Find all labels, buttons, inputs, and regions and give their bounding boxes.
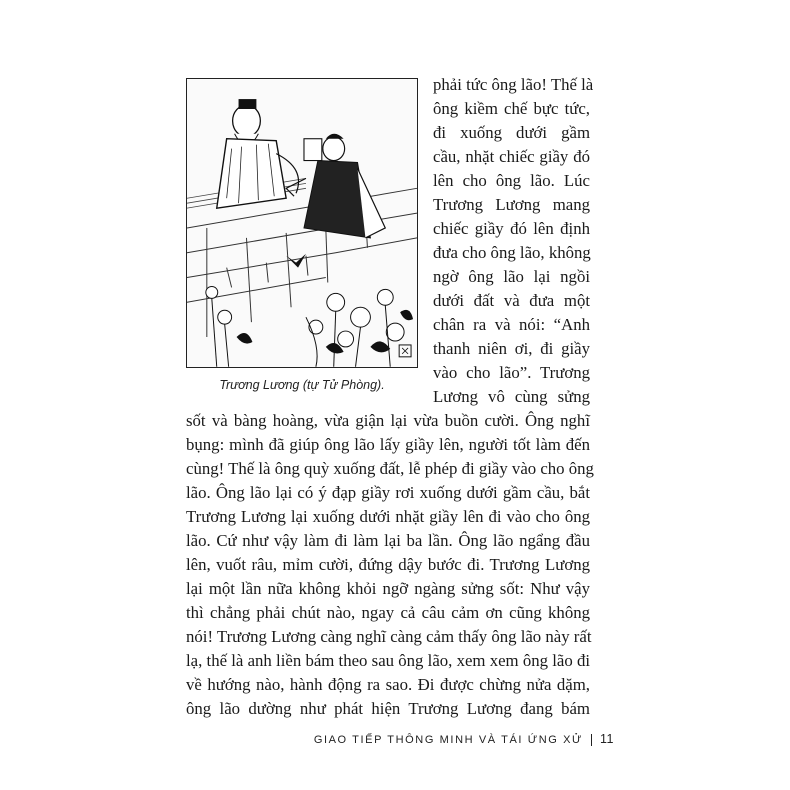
text-line: lại một lần nữa không khỏi ngỡ ngàng sửng sốt: Như vậy: [186, 579, 590, 598]
text-line: Lương vô cùng sửng: [433, 387, 590, 406]
text-line: ông lão dường như phát hiện Trương Lương đang bám: [186, 699, 590, 718]
figure-caption: Trương Lương (tự Tử Phòng).: [219, 378, 385, 392]
text-line: dưới đất và đưa một: [433, 291, 590, 310]
text-line: thì chẳng phải chút nào, ngay cả câu cảm ơn cũng không: [186, 603, 590, 622]
text-line: đi xuống dưới gầm: [433, 123, 590, 142]
text-line: lên, vuốt râu, mỉm cười, đứng dậy bước đi. Trương Lương: [186, 555, 590, 574]
text-line: ngờ ông lão lại ngồi: [433, 267, 590, 286]
page-footer: [314, 732, 614, 746]
text-line: đưa cho ông lão, không: [433, 243, 591, 262]
text-line: bụng: mình đã giúp ông lão lấy giầy lên, người tốt làm đến: [186, 435, 590, 454]
text-line: lão. Ông lão lại có ý đạp giầy rơi xuống dưới gầm cầu, bắt: [186, 483, 590, 502]
young-man-figure: [286, 134, 385, 238]
text-line: nói! Trương Lương càng nghĩ càng cảm thấy ông lão này rất: [186, 627, 592, 646]
text-line: lão. Cứ như vậy làm đi làm lại ba lần. Ông lão ngẩng đầu: [186, 531, 590, 550]
text-line: thanh niên ơi, đi giầy: [433, 339, 590, 358]
text-line: cầu, nhặt chiếc giầy đó: [433, 147, 590, 166]
page-number: 11: [600, 732, 614, 746]
text-line: chiếc giầy đó lên định: [433, 219, 590, 238]
illustration-truong-luong: [186, 78, 418, 368]
running-title: GIAO TIẾP THÔNG MINH VÀ TÁI ỨNG XỬ: [313, 734, 584, 746]
text-line: ông kiềm chế bực tức,: [433, 99, 590, 118]
text-line: Trương Lương mang: [433, 195, 590, 214]
text-line: lạ, thế là anh liền bám theo sau ông lão, xem xem ông lão đi: [186, 651, 590, 670]
text-line: sốt và bàng hoàng, vừa giận lại vừa buồn cười. Ông nghĩ: [186, 411, 590, 430]
text-line: chân ra và nói: “Anh: [433, 315, 590, 334]
text-line: Trương Lương lại xuống dưới nhặt giầy lên đi vào cho ông: [186, 507, 590, 526]
text-line: cùng! Thế là ông quỳ xuống đất, lễ phép đi giầy vào cho ông: [186, 459, 594, 478]
text-line: lên cho ông lão. Lúc: [433, 171, 590, 190]
footer-divider: [591, 734, 592, 746]
text-line: về hướng nào, hành động ra sao. Đi được chừng nửa dặm,: [186, 675, 590, 694]
text-line: vào cho lão”. Trương: [433, 363, 590, 382]
text-line: phải tức ông lão! Thế là: [433, 75, 594, 94]
woodcut-illustration: [187, 79, 417, 367]
